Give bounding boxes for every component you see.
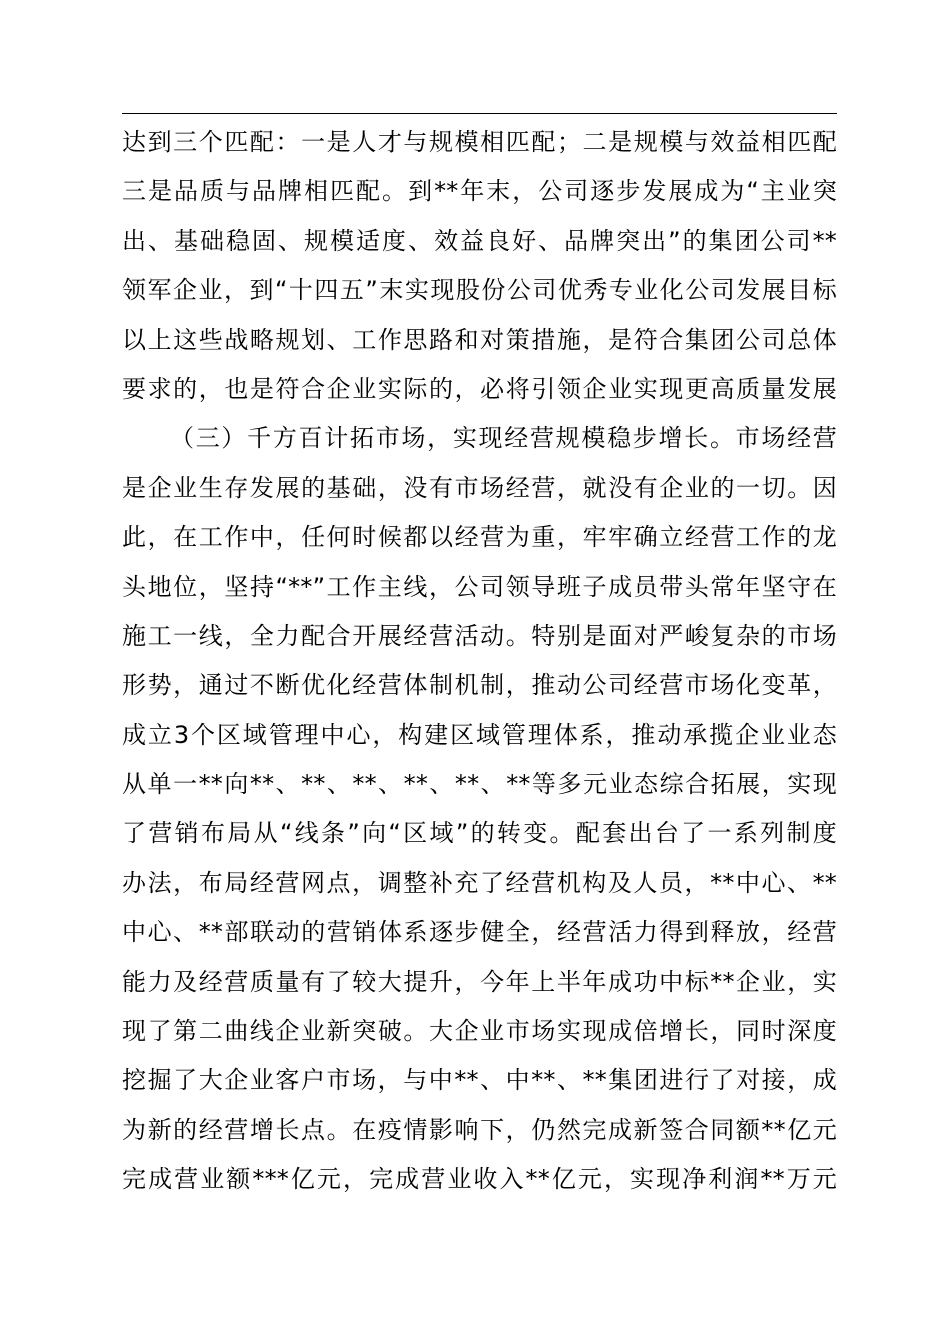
text-line: 此，在工作中，任何时候都以经营为重，牢牢确立经营工作的龙: [122, 523, 837, 552]
section-heading-line: （三）千方百计拓市场，实现经营规模稳步增长。市场经营: [170, 424, 837, 453]
text-line: 从单一**向**、**、**、**、**、**等多元业态综合拓展，实现: [122, 770, 837, 799]
text-line: 挖掘了大企业客户市场，与中**、中**、**集团进行了对接，成: [122, 1066, 837, 1095]
text-line: 为新的经营增长点。在疫情影响下，仍然完成新签合同额**亿元: [122, 1115, 837, 1144]
text-line: 领军企业，到“十四五”末实现股份公司优秀专业化公司发展目标: [122, 276, 837, 305]
text-line: 现了第二曲线企业新突破。大企业市场实现成倍增长，同时深度: [122, 1017, 837, 1046]
text-line: 三是品质与品牌相匹配。到**年末，公司逐步发展成为“主业突: [122, 177, 837, 206]
text-line: 头地位，坚持“**”工作主线，公司领导班子成员带头常年坚守在: [122, 572, 837, 601]
text-line: 出、基础稳固、规模适度、效益良好、品牌突出”的集团公司**: [122, 226, 837, 255]
text-line: 办法，布局经营网点，调整补充了经营机构及人员，**中心、**: [122, 868, 837, 897]
text-line: 完成营业额***亿元，完成营业收入**亿元，实现净利润**万元: [122, 1165, 837, 1194]
header-rule: [122, 113, 837, 114]
text-line: 要求的，也是符合企业实际的，必将引领企业实现更高质量发展: [122, 374, 837, 403]
text-line: 能力及经营质量有了较大提升，今年上半年成功中标**企业，实: [122, 967, 837, 996]
text-line: 形势，通过不断优化经营体制机制，推动公司经营市场化变革，: [122, 671, 837, 700]
text-line: 以上这些战略规划、工作思路和对策措施，是符合集团公司总体: [122, 325, 837, 354]
text-line: 达到三个匹配：一是人才与规模相匹配；二是规模与效益相匹配: [122, 128, 837, 156]
text-line: 施工一线，全力配合开展经营活动。特别是面对严峻复杂的市场: [122, 621, 837, 650]
text-line: 是企业生存发展的基础，没有市场经营，就没有企业的一切。因: [122, 473, 837, 502]
text-line: 中心、**部联动的营销体系逐步健全，经营活力得到释放，经营: [122, 918, 837, 947]
text-line: 了营销布局从“线条”向“区域”的转变。配套出台了一系列制度: [122, 819, 837, 848]
document-body: [122, 118, 837, 1205]
text-line: 成立3个区域管理中心，构建区域管理体系，推动承揽企业业态: [122, 720, 837, 749]
